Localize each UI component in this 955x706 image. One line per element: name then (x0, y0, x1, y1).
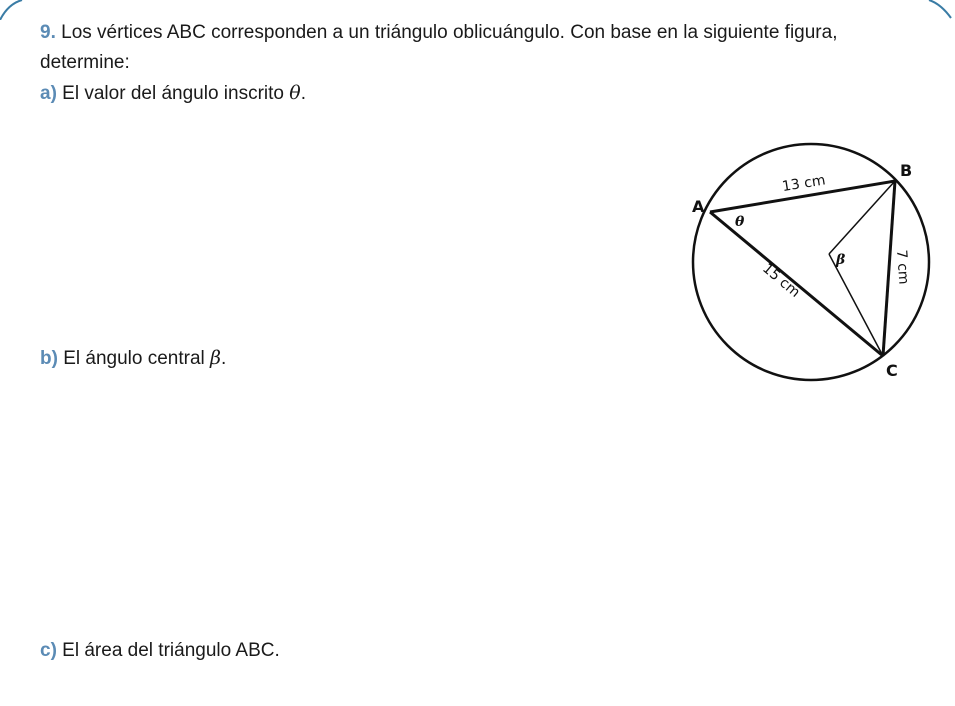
question-c-letter: c) (40, 640, 57, 661)
question-c (40, 636, 280, 666)
question-c-text: El área del triángulo ABC. (56, 640, 280, 661)
radius-oc (829, 254, 883, 356)
radius-ob (829, 181, 895, 254)
question-b-letter: b) (40, 348, 58, 369)
question-a-letter: a) (40, 83, 57, 104)
side-ab-label: 13 cm (780, 172, 827, 196)
problem-statement (40, 18, 930, 78)
problem-text: Los vértices ABC corresponden a un triángulo oblicuángulo. Con base en la siguiente figura, determine: (40, 22, 838, 73)
vertex-c-label: C (886, 361, 898, 380)
question-a (40, 78, 306, 109)
question-a-text: El valor del ángulo inscrito (56, 83, 290, 104)
theta-symbol: θ (289, 82, 301, 104)
vertex-a-label: A (692, 197, 705, 216)
beta-label: β (836, 252, 846, 268)
question-b (40, 343, 226, 374)
question-b-text: El ángulo central (57, 348, 211, 369)
triangle-circle-figure (690, 140, 950, 395)
theta-label: θ (735, 214, 745, 230)
question-b-end: . (221, 348, 227, 369)
vertex-b-label: B (900, 161, 913, 180)
side-bc (883, 181, 895, 356)
side-bc-label: 7 cm (893, 249, 912, 286)
beta-symbol: β (210, 347, 222, 369)
problem-number: 9. (40, 22, 56, 43)
side-ac-label: 15 cm (759, 260, 803, 301)
frame-corner-right (915, 0, 955, 20)
frame-corner-left (0, 0, 40, 20)
question-a-end: . (300, 83, 306, 104)
